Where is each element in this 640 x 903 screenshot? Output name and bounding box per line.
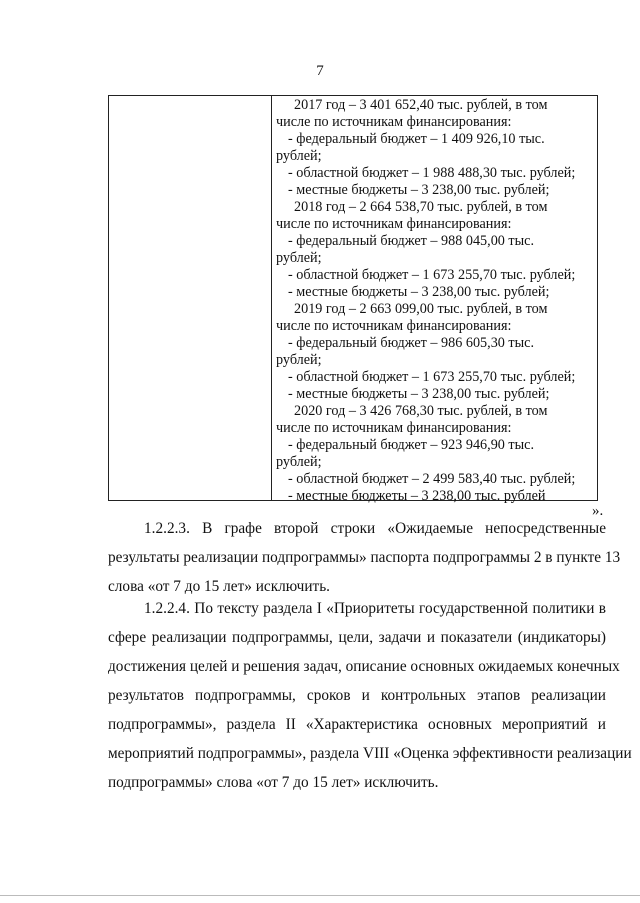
table-line: - местные бюджеты – 3 238,00 тыс. рублей;: [288, 284, 550, 300]
table-line: - областной бюджет – 1 988 488,30 тыс. рублей;: [288, 165, 576, 181]
paragraph-1-2-2-3: [108, 514, 621, 601]
table-line: - областной бюджет – 2 499 583,40 тыс. рублей;: [288, 471, 576, 487]
table-line: 2018 год – 2 664 538,70 тыс. рублей, в том: [294, 199, 548, 215]
table-line: рублей;: [276, 352, 322, 368]
table-line: - местные бюджеты – 3 238,00 тыс. рублей;: [288, 386, 550, 402]
table-line: числе по источникам финансирования:: [276, 318, 512, 334]
table-line: числе по источникам финансирования:: [276, 114, 512, 130]
table-line: - областной бюджет – 1 673 255,70 тыс. рублей;: [288, 267, 576, 283]
table-line: числе по источникам финансирования:: [276, 216, 512, 232]
page-number: 7: [316, 63, 324, 79]
paragraph-line: 1.2.2.3. В графе второй строки «Ожидаемые непосредственные: [144, 520, 606, 537]
paragraph-line: результаты реализации подпрограммы» паспорта подпрограммы 2 в пункте 13: [108, 549, 621, 566]
paragraph-line: достижения целей и решения задач, описание основных ожидаемых конечных: [108, 658, 620, 675]
table-line: - федеральный бюджет – 986 605,30 тыс.: [288, 335, 535, 351]
paragraph-line: 1.2.2.4. По тексту раздела I «Приоритеты государственной политики в: [144, 600, 606, 617]
table-line: - областной бюджет – 1 673 255,70 тыс. рублей;: [288, 369, 576, 385]
paragraph-line: подпрограммы», раздела II «Характеристика основных мероприятий и: [108, 716, 606, 733]
table-line: 2017 год – 3 401 652,40 тыс. рублей, в том: [294, 97, 548, 113]
paragraph-line: слова «от 7 до 15 лет» исключить.: [108, 578, 330, 595]
paragraph-line: мероприятий подпрограммы», раздела VIII «Оценка эффективности реализации: [108, 745, 632, 762]
paragraph-line: подпрограммы» слова «от 7 до 15 лет» исключить.: [108, 774, 439, 791]
table-line: 2019 год – 2 663 099,00 тыс. рублей, в том: [294, 301, 548, 317]
table-line: - федеральный бюджет – 923 946,90 тыс.: [288, 437, 535, 453]
table-line: рублей;: [276, 454, 322, 470]
financing-table: [108, 95, 598, 504]
table-column-divider: [271, 96, 272, 500]
table-line: рублей;: [276, 148, 322, 164]
table-line: 2020 год – 3 426 768,30 тыс. рублей, в том: [294, 403, 548, 419]
table-line: - федеральный бюджет – 1 409 926,10 тыс.: [288, 131, 545, 147]
paragraph-line: сфере реализации подпрограммы, цели, задачи и показатели (индикаторы): [108, 629, 606, 646]
table-line: - местные бюджеты – 3 238,00 тыс. рублей: [288, 488, 546, 504]
table-line: рублей;: [276, 250, 322, 266]
table-line: числе по источникам финансирования:: [276, 420, 512, 436]
closing-quote: ».: [592, 503, 604, 519]
paragraph-line: результатов подпрограммы, сроков и контрольных этапов реализации: [108, 687, 606, 704]
table-cell-financing: [276, 97, 598, 505]
table-line: - федеральный бюджет – 988 045,00 тыс.: [288, 233, 535, 249]
table-line: - местные бюджеты – 3 238,00 тыс. рублей;: [288, 182, 550, 198]
footer-rule: [0, 895, 640, 896]
paragraph-1-2-2-4: [108, 594, 632, 797]
